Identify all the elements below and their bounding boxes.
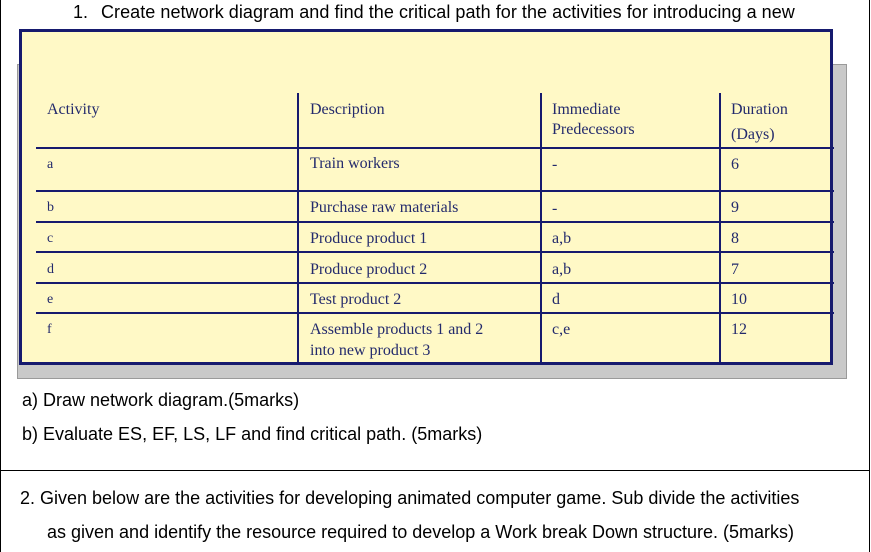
table-cell-predecessors: c,e (552, 321, 571, 338)
header-predecessors-line-2: Predecessors (552, 121, 635, 138)
table-cell-description: Produce product 1 (310, 230, 428, 247)
header-predecessors-line-1: Immediate (552, 101, 621, 118)
question-1-text-line-1: Create network diagram and find the critical path for the activities for introducing a new (101, 2, 795, 22)
table-cell-activity: f (47, 322, 52, 337)
table-cell-activity: e (47, 292, 54, 307)
table-cell-duration: 6 (731, 156, 739, 173)
table-cell-predecessors: - (552, 156, 558, 173)
table-cell-activity: a (47, 157, 54, 172)
table-cell-activity: c (47, 231, 54, 246)
activity-table (19, 29, 833, 365)
table-cell-activity: b (47, 200, 54, 215)
table-row-divider (36, 282, 834, 284)
table-column-divider (540, 93, 542, 365)
table-row-divider (36, 221, 834, 223)
table-cell-duration: 10 (731, 291, 747, 308)
table-cell-activity: d (47, 262, 54, 277)
table-row-divider (36, 147, 834, 149)
table-cell-description: Assemble products 1 and 2 (310, 321, 484, 338)
table-row-divider (36, 251, 834, 253)
table-cell-duration: 9 (731, 199, 739, 216)
table-cell-duration: 7 (731, 261, 739, 278)
table-row-divider (36, 190, 834, 192)
table-cell-predecessors: a,b (552, 261, 572, 278)
header-description: Description (310, 101, 385, 118)
table-row-divider (36, 312, 834, 314)
subquestion-a: a) Draw network diagram.(5marks) (22, 390, 300, 410)
table-cell-description-line-2: into new product 3 (310, 342, 431, 359)
table-cell-duration: 12 (731, 321, 747, 338)
question-2-text-line-1: 2. Given below are the activities for developing animated computer game. Sub divide the activities (20, 488, 800, 508)
question-separator-line (0, 470, 870, 471)
header-duration-line-2: (Days) (731, 126, 775, 143)
table-column-divider (297, 93, 299, 365)
table-cell-predecessors: d (552, 291, 560, 308)
subquestion-b: b) Evaluate ES, EF, LS, LF and find critical path. (5marks) (22, 424, 483, 444)
table-cell-description: Train workers (310, 155, 400, 172)
table-cell-predecessors: - (552, 200, 558, 217)
table-cell-description: Purchase raw materials (310, 199, 459, 216)
table-cell-duration: 8 (731, 230, 739, 247)
question-2-text-line-2: as given and identify the resource required to develop a Work break Down structure. (5marks) (47, 522, 795, 542)
header-duration-line-1: Duration (731, 101, 788, 118)
question-1-number: 1. (73, 2, 89, 22)
table-cell-description: Produce product 2 (310, 261, 428, 278)
table-cell-description: Test product 2 (310, 291, 402, 308)
table-cell-predecessors: a,b (552, 230, 572, 247)
table-column-divider (719, 93, 721, 365)
header-activity: Activity (47, 101, 100, 118)
